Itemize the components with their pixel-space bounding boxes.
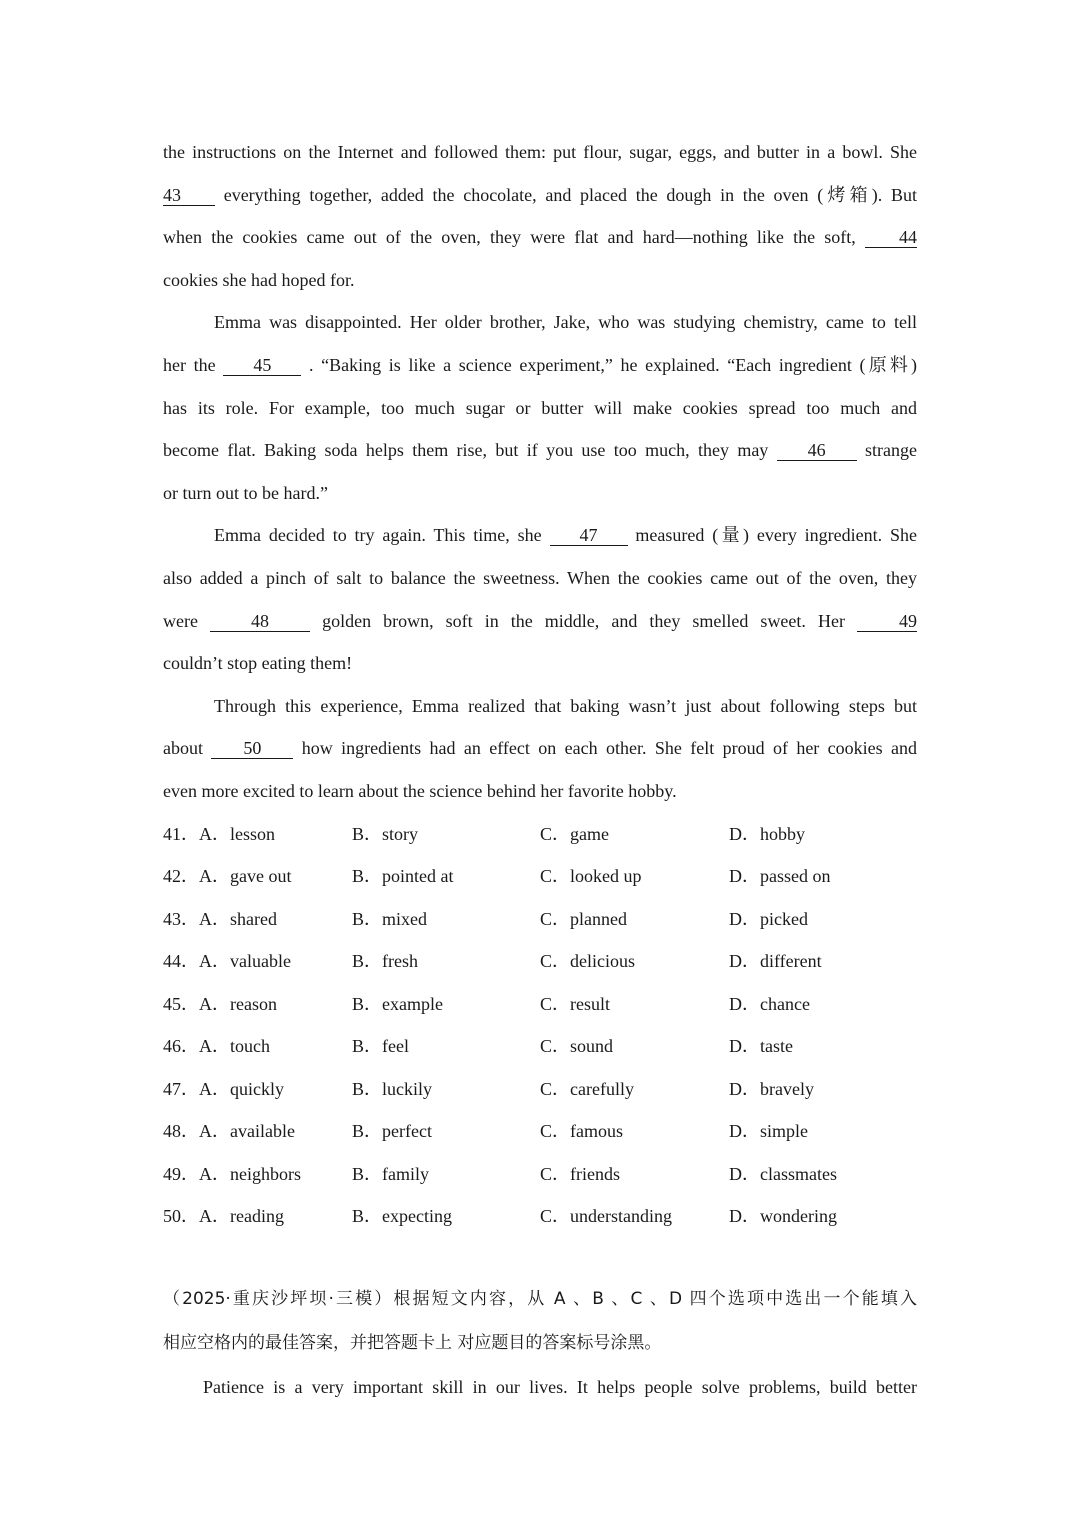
passage-line: Through this experience, Emma realized that baking wasn’t just about following steps but bbox=[214, 695, 917, 716]
passage-text: . “Baking is like a science experiment,” he explained. “Each ingredient (原料) bbox=[308, 354, 918, 375]
passage-text: were bbox=[163, 610, 198, 631]
options-list bbox=[163, 813, 917, 1238]
passage-line bbox=[163, 429, 917, 472]
passage-text: her the bbox=[163, 354, 216, 375]
blank-44: 44 bbox=[865, 227, 917, 248]
passage-text: Emma decided to try again. This time, she bbox=[214, 525, 542, 546]
option-b: B．family bbox=[352, 1163, 429, 1184]
option-c: C．friends bbox=[540, 1163, 620, 1184]
option-d: D．passed on bbox=[729, 866, 831, 886]
option-row-42 bbox=[163, 855, 917, 898]
option-d: D．simple bbox=[729, 1121, 808, 1141]
option-c: C．sound bbox=[540, 1036, 614, 1056]
option-c: C．carefully bbox=[540, 1078, 634, 1099]
option-a: 48．A．available bbox=[163, 1121, 295, 1141]
option-c: C．looked up bbox=[540, 866, 642, 886]
blank-46: 46 bbox=[777, 440, 857, 461]
blank-50: 50 bbox=[211, 738, 293, 759]
option-c: C．understanding bbox=[540, 1206, 672, 1226]
option-c: C．planned bbox=[540, 908, 627, 929]
option-a: 50．A．reading bbox=[163, 1206, 284, 1226]
option-row-47 bbox=[163, 1068, 917, 1111]
cloze-passage bbox=[163, 131, 917, 1238]
passage-text: become flat. Baking soda helps them rise, but if you use too much, they may bbox=[163, 440, 769, 461]
option-b: B．perfect bbox=[352, 1121, 432, 1141]
passage-line: also added a pinch of salt to balance the sweetness. When the cookies came out of the oven, they bbox=[163, 567, 917, 588]
passage-line: or turn out to be hard.” bbox=[163, 482, 328, 503]
blank-45: 45 bbox=[223, 355, 301, 376]
option-row-45 bbox=[163, 983, 917, 1026]
passage-text: about bbox=[163, 738, 203, 759]
passage-line: Patience is a very important skill in our lives. It helps people solve problems, build better bbox=[203, 1377, 917, 1397]
passage-line: has its role. For example, too much sugar or butter will make cookies spread too much and bbox=[163, 397, 917, 418]
passage-line: couldn’t stop eating them! bbox=[163, 653, 353, 674]
blank-49: 49 bbox=[857, 611, 917, 632]
option-b: B．expecting bbox=[352, 1206, 452, 1226]
passage-line: Emma was disappointed. Her older brother, Jake, who was studying chemistry, came to tell bbox=[214, 312, 917, 333]
passage-text: when the cookies came out of the oven, they were flat and hard—nothing like the soft, bbox=[163, 227, 856, 248]
option-row-50 bbox=[163, 1195, 917, 1238]
option-c: C．result bbox=[540, 993, 610, 1014]
option-b: B．mixed bbox=[352, 908, 427, 929]
option-row-49 bbox=[163, 1153, 917, 1196]
option-a: 42．A．gave out bbox=[163, 866, 292, 886]
passage-text: how ingredients had an effect on each other. She felt proud of her cookies and bbox=[301, 738, 918, 759]
blank-48: 48 bbox=[210, 611, 310, 632]
passage-line bbox=[163, 344, 917, 387]
blank-43: 43 bbox=[163, 185, 215, 206]
next-question-section bbox=[163, 1277, 917, 1409]
option-c: C．famous bbox=[540, 1121, 623, 1141]
option-a: 43．A．shared bbox=[163, 908, 277, 929]
option-d: D．picked bbox=[729, 908, 808, 929]
instruction-line: 相应空格内的最佳答案，并把答题卡上 对应题目的答案标号涂黑。 bbox=[163, 1333, 662, 1353]
option-row-43 bbox=[163, 898, 917, 941]
option-a: 47．A．quickly bbox=[163, 1078, 284, 1099]
passage-text: everything together, added the chocolate, and placed the dough in the oven (烤箱). But bbox=[223, 184, 917, 205]
option-a: 49．A．neighbors bbox=[163, 1163, 301, 1184]
option-a: 45．A．reason bbox=[163, 993, 277, 1014]
option-row-48 bbox=[163, 1110, 917, 1153]
passage-line bbox=[163, 216, 917, 259]
option-b: B．pointed at bbox=[352, 866, 454, 886]
option-b: B．feel bbox=[352, 1036, 409, 1056]
option-d: D．different bbox=[729, 951, 822, 971]
option-d: D．classmates bbox=[729, 1163, 837, 1184]
option-a: 46．A．touch bbox=[163, 1036, 270, 1056]
blank-47: 47 bbox=[550, 525, 628, 546]
instruction-line: （2025·重庆沙坪坝·三模）根据短文内容，从 A 、B 、C 、D 四个选项中选出一个能填入 bbox=[163, 1289, 917, 1309]
passage-line bbox=[163, 600, 917, 643]
option-d: D．bravely bbox=[729, 1078, 814, 1099]
passage-line: cookies she had hoped for. bbox=[163, 269, 355, 290]
passage-line bbox=[163, 174, 917, 217]
option-b: B．luckily bbox=[352, 1078, 432, 1099]
option-b: B．story bbox=[352, 823, 419, 844]
option-a: 44．A．valuable bbox=[163, 951, 291, 971]
option-row-46 bbox=[163, 1025, 917, 1068]
passage-line: even more excited to learn about the science behind her favorite hobby. bbox=[163, 780, 677, 801]
passage-line bbox=[163, 727, 917, 770]
passage-line: the instructions on the Internet and followed them: put flour, sugar, eggs, and butter in a bowl. She bbox=[163, 142, 917, 162]
option-b: B．fresh bbox=[352, 951, 418, 971]
option-c: C．game bbox=[540, 823, 609, 844]
option-d: D．wondering bbox=[729, 1206, 837, 1226]
option-d: D．hobby bbox=[729, 823, 805, 844]
option-b: B．example bbox=[352, 993, 443, 1014]
passage-line bbox=[163, 514, 917, 557]
option-c: C．delicious bbox=[540, 951, 635, 971]
passage-text: golden brown, soft in the middle, and they smelled sweet. Her bbox=[322, 610, 845, 631]
passage-text: measured (量) every ingredient. She bbox=[635, 525, 918, 546]
option-row-41 bbox=[163, 813, 917, 856]
option-a: 41．A．lesson bbox=[163, 823, 275, 844]
option-d: D．taste bbox=[729, 1036, 793, 1056]
option-row-44 bbox=[163, 940, 917, 983]
option-d: D．chance bbox=[729, 993, 810, 1014]
passage-text: strange bbox=[865, 440, 918, 461]
